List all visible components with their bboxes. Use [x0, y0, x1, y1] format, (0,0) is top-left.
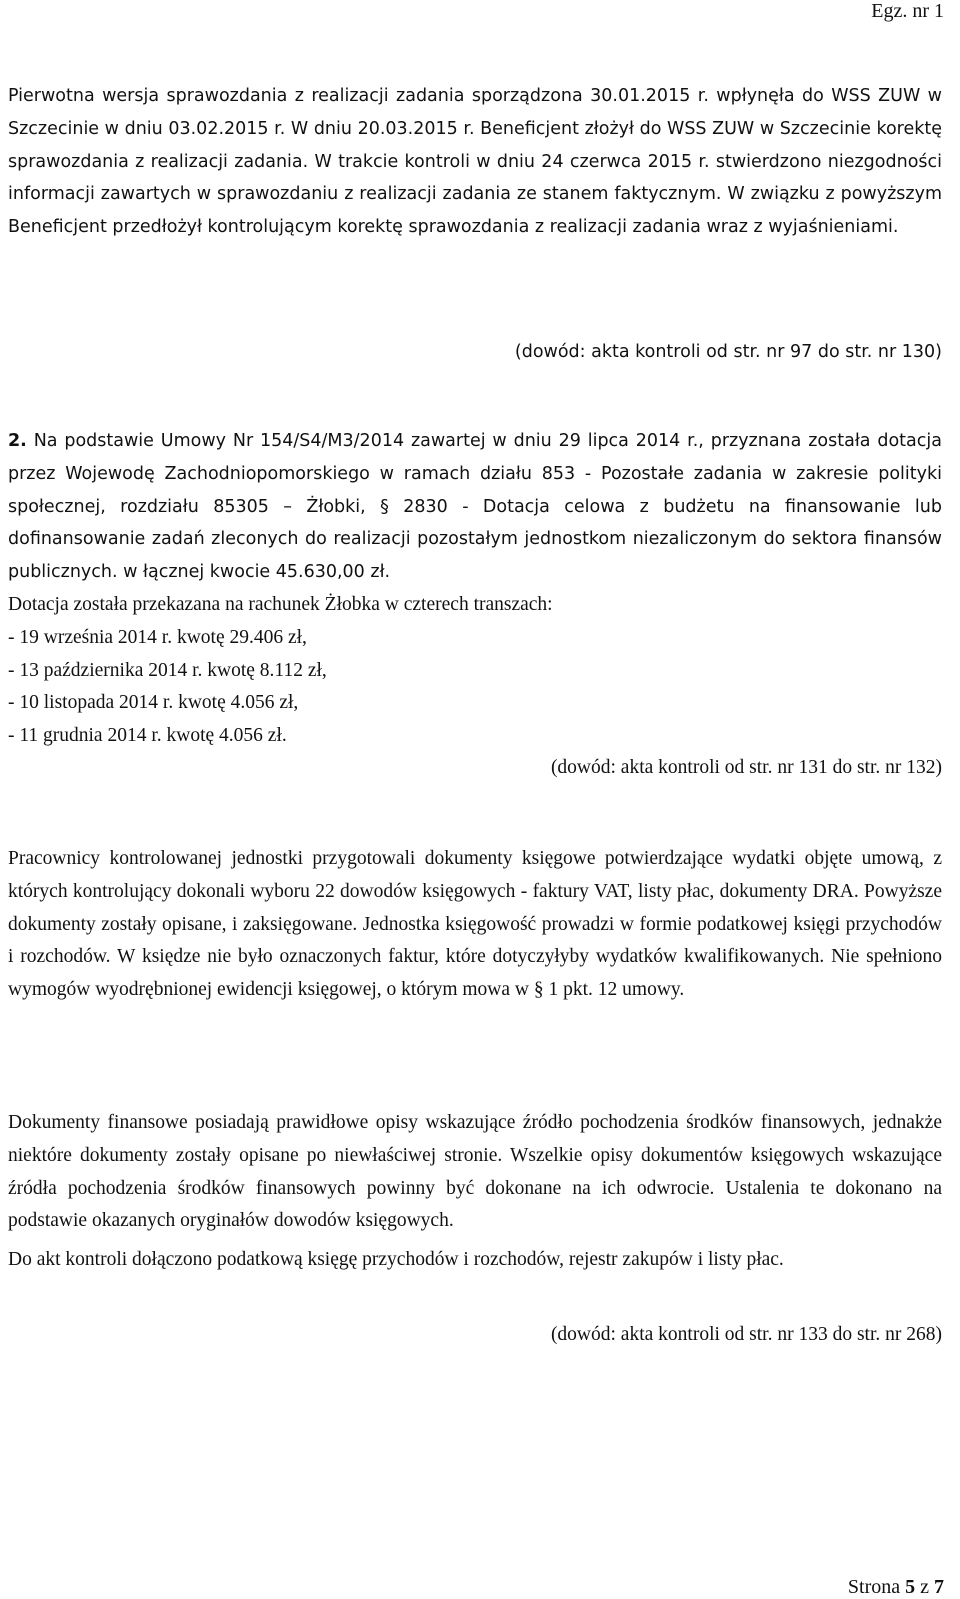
evidence-reference-2: (dowód: akta kontroli od str. nr 131 do str. nr 132) [550, 757, 942, 778]
page-number-prefix: Strona [847, 1576, 906, 1598]
tranche-item: - 10 listopada 2014 r. kwotę 4.056 zł, [8, 692, 299, 714]
paragraph-attached-records: Do akt kontroli dołączono podatkową księgę przychodów i rozchodów, rejestr zakupów i listy płac. [8, 1249, 784, 1270]
page-number [848, 1576, 944, 1599]
item-number: 2. [8, 431, 27, 451]
tranche-item: - 19 września 2014 r. kwotę 29.406 zł, [8, 626, 307, 648]
grant-agreement-text: Na podstawie Umowy Nr 154/S4/M3/2014 zawartej w dniu 29 lipca 2014 r., przyznana została dotacja przez Wojewodę Zachodniopomorskiego w ramach działu 853 - Pozostałe zadania w zakresie polityki społecznej, rozdziału 85305 – Żłobki, § 2830 - Dotacja celowa z budżetu na finansowanie lub dofinansowanie zadań zleconych do realizacji pozostałym jednostkom niezaliczonym do sektora finansów publicznych. w łącznej kwocie 45.630,00 zł. [8, 431, 942, 583]
tranche-item: - 13 października 2014 r. kwotę 8.112 zł, [8, 659, 327, 681]
page-number-separator: z [915, 1576, 934, 1598]
copy-number-label: Egz. nr 1 [871, 0, 944, 22]
paragraph-report-version: Pierwotna wersja sprawozdania z realizacji zadania sporządzona 30.01.2015 r. wpłynęła do WSS ZUW w Szczecinie w dniu 03.02.2015 r. W dniu 20.03.2015 r. Beneficjent złożył do WSS ZUW w Szczecinie korektę sprawozdania z realizacji zadania. W trakcie kontroli w dniu 24 czerwca 2015 r. stwierdzono niezgodności informacji zawartych w sprawozdaniu z realizacji zadania ze stanem faktycznym. W związku z powyższym Beneficjent przedłożył kontrolującym korektę sprawozdania z realizacji zadania wraz z wyjaśnieniami. [8, 86, 942, 238]
paragraph-grant-agreement [8, 425, 942, 589]
page-number-total: 7 [934, 1576, 944, 1598]
paragraph-document-descriptions: Dokumenty finansowe posiadają prawidłowe opisy wskazujące źródło pochodzenia środków finansowych, jednakże niektóre dokumenty zostały opisane po niewłaściwej stronie. Wszelkie opisy dokumentów księgowych wskazujące źródła pochodzenia środków finansowych powinny być dokonane na ich odwrocie. Ustalenia te dokonano na podstawie okazanych oryginałów dowodów księgowych. [8, 1112, 942, 1232]
tranche-list [8, 589, 553, 753]
page-number-current: 5 [905, 1576, 916, 1598]
paragraph-accounting-documents: Pracownicy kontrolowanej jednostki przygotowali dokumenty księgowe potwierdzające wydatki objęte umową, z których kontrolujący dokonali wyboru 22 dowodów księgowych - faktury VAT, listy płac, dokumenty DRA. Powyższe dokumenty zostały opisane, i zaksięgowane. Jednostka księgowość prowadzi w formie podatkowej księgi przychodów i rozchodów. W księdze nie było oznaczonych faktur, które dotyczyłyby wydatków kwalifikowanych. Nie spełniono wymogów wyodrębnionej ewidencji księgowej, o którym mowa w § 1 pkt. 12 umowy. [8, 848, 942, 1001]
evidence-reference-1: (dowód: akta kontroli od str. nr 97 do str. nr 130) [514, 342, 942, 362]
tranche-item: - 11 grudnia 2014 r. kwotę 4.056 zł. [8, 725, 287, 747]
evidence-reference-3: (dowód: akta kontroli od str. nr 133 do str. nr 268) [550, 1324, 942, 1345]
tranche-intro: Dotacja została przekazana na rachunek Żłobka w czterech transzach: [8, 594, 553, 615]
